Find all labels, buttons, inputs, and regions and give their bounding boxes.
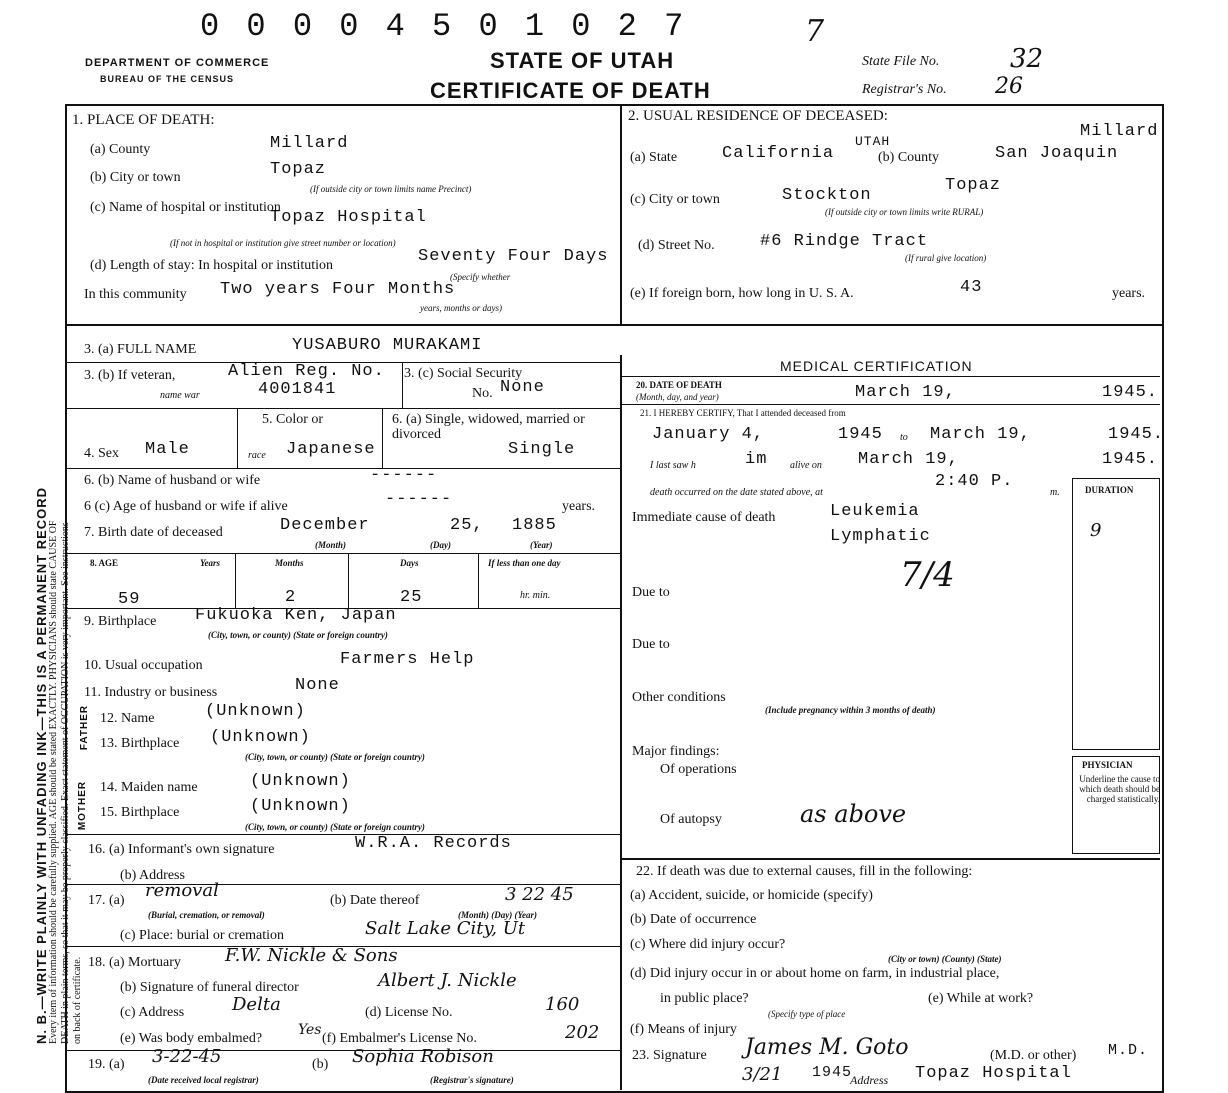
registrar-sig: Sophia Robison <box>352 1046 494 1067</box>
burial-label: 17. (a) <box>88 893 125 908</box>
father-birth: (Unknown) <box>210 728 311 747</box>
last-saw-label: I last saw h <box>650 460 696 471</box>
specify-note: (Specify whether <box>450 272 511 282</box>
addr2-label: (c) Address <box>120 1005 185 1020</box>
spouse-age: ------ <box>385 490 453 509</box>
burial-place: Salt Lake City, Ut <box>365 918 526 939</box>
county-label: (a) County <box>90 142 151 157</box>
col-line-ss <box>402 362 403 408</box>
color-label: 5. Color or <box>262 412 324 427</box>
mortuary-label: 18. (a) Mortuary <box>88 955 181 970</box>
home-label: (d) Did injury occur in or about home on farm, in industrial place, <box>630 966 1000 981</box>
ss-label: 3. (c) Social Security <box>404 366 523 381</box>
license-label: (d) License No. <box>365 1005 453 1020</box>
sex-value: Male <box>145 440 190 459</box>
res-state: California <box>722 144 835 163</box>
certify: 21. I HEREBY CERTIFY, That I attended deceased from <box>640 408 846 418</box>
spouse-age-label: 6 (c) Age of husband or wife if alive <box>84 499 288 514</box>
addr-value: Topaz Hospital <box>915 1064 1072 1083</box>
death-sub: (Month, day, and year) <box>636 392 719 402</box>
place-label: (c) Place: burial or cremation <box>120 928 285 943</box>
father-label: FATHER <box>79 704 91 751</box>
last-saw-value: im <box>745 450 768 469</box>
year-note: (Year) <box>530 540 553 550</box>
age-col-1 <box>235 553 236 608</box>
sidebar-line-2: Every item of information should be carefully supplied. AGE should be stated EXACTLY. PHYSICIANS should state CAUSE OF <box>48 520 59 1044</box>
community-value: Two years Four Months <box>220 280 456 299</box>
veteran-label: 3. (b) If veteran, <box>84 368 176 383</box>
alien-label: Alien Reg. No. <box>228 362 385 381</box>
res-county-label: (b) County <box>878 150 940 165</box>
duration-value: 9 <box>1090 520 1102 541</box>
col-line-sex <box>237 408 238 468</box>
row-line-9 <box>65 1050 620 1051</box>
sig-year: 1945 <box>812 1064 853 1081</box>
due2-label: Due to <box>632 637 670 652</box>
divider-row1 <box>65 324 1162 326</box>
md-label: (M.D. or other) <box>990 1048 1077 1063</box>
mother-name-label: 14. Maiden name <box>100 780 198 795</box>
addr-label: Address <box>850 1073 889 1087</box>
informant-value: W.R.A. Records <box>355 834 512 853</box>
physician-box <box>1072 756 1160 854</box>
place-title: 1. PLACE OF DEATH: <box>72 112 215 128</box>
birthplace-value: Fukuoka Ken, Japan <box>195 606 397 625</box>
alive-label: alive on <box>790 460 822 471</box>
other-label: Other conditions <box>632 690 726 705</box>
hospital-note: (If not in hospital or institution give street number or location) <box>170 238 396 248</box>
mortuary-value: F.W. Nickle & Sons <box>225 945 398 966</box>
res-city-label: (c) City or town <box>630 192 720 207</box>
row-line-6 <box>65 834 620 835</box>
burial-note: (Burial, cremation, or removal) <box>148 910 265 920</box>
month-note: (Month) <box>315 540 347 550</box>
res-county: San Joaquin <box>995 144 1119 163</box>
fraction: 7/4 <box>900 555 955 595</box>
name-label: 3. (a) FULL NAME <box>84 342 197 357</box>
burial-value: removal <box>145 880 219 901</box>
cause-2: Lymphatic <box>830 527 931 546</box>
occurrence-label: (b) Date of occurrence <box>630 912 757 927</box>
spouse-years: years. <box>562 499 596 514</box>
res-state-label: (a) State <box>630 150 678 165</box>
death-date: March 19, <box>855 383 956 402</box>
autopsy-label: Of autopsy <box>660 812 722 827</box>
occupation-label: 10. Usual occupation <box>84 658 203 673</box>
death-label: 20. DATE OF DEATH <box>636 380 722 390</box>
to-label: to <box>900 432 908 443</box>
embalmer-value: 202 <box>565 1022 600 1043</box>
occurred-label: death occurred on the date stated above, at <box>650 487 823 498</box>
work-label: (e) While at work? <box>928 991 1034 1006</box>
where-note: (City or town) (County) (State) <box>888 954 1002 964</box>
state-title: STATE OF UTAH <box>490 48 675 73</box>
addr2-value: Delta <box>232 994 281 1015</box>
age-years: 59 <box>118 590 141 609</box>
to-year: 1945. <box>1108 425 1165 444</box>
foreign-label: (e) If foreign born, how long in U. S. A. <box>630 286 854 301</box>
received-value: 3-22-45 <box>152 1046 222 1067</box>
registrar-note: (Registrar's signature) <box>430 1075 514 1085</box>
from-year: 1945 <box>838 425 883 444</box>
mother-label: MOTHER <box>77 780 89 831</box>
birth-label: 7. Birth date of deceased <box>84 525 223 540</box>
city-note: (If outside city or town limits name Precinct) <box>310 184 472 194</box>
page-title: CERTIFICATE OF DEATH <box>430 78 711 103</box>
birthplace-label: 9. Birthplace <box>84 614 157 629</box>
med-line-3 <box>622 858 1160 860</box>
handwritten-mark: 7 <box>805 14 825 49</box>
means-label: (f) Means of injury <box>630 1022 737 1037</box>
state-over: UTAH <box>855 134 891 149</box>
street-note: (If rural give location) <box>905 253 987 263</box>
registrar-label: Registrar's No. <box>862 82 947 97</box>
father-name: (Unknown) <box>205 702 306 721</box>
md-value: M.D. <box>1108 1042 1149 1059</box>
industry-value: None <box>295 676 340 695</box>
foreign-years: years. <box>1112 286 1146 301</box>
from-date: January 4, <box>652 425 765 444</box>
sig-label: 23. Signature <box>632 1048 707 1063</box>
age-col-2 <box>348 553 349 608</box>
physician-note: Underline the cause to which death should be charged statistically. <box>1079 774 1160 804</box>
age-col-3 <box>478 553 479 608</box>
registrar-value: 26 <box>995 74 1023 99</box>
hr-min: hr. min. <box>520 590 551 601</box>
informant-label: 16. (a) Informant's own signature <box>88 842 275 857</box>
ss-no-label: No. <box>472 386 493 401</box>
embalmed-label: (e) Was body embalmed? <box>120 1031 263 1046</box>
last-year: 1945. <box>1102 450 1159 469</box>
signature: James M. Goto <box>745 1035 909 1060</box>
stay-label: (d) Length of stay: In hospital or institution <box>90 258 334 273</box>
marital-value: Single <box>508 440 576 459</box>
public-note: (Specify type of place <box>768 1009 846 1019</box>
findings-label: Major findings: <box>632 744 720 759</box>
address-label: (b) Address <box>120 868 185 883</box>
public-label: in public place? <box>660 991 749 1006</box>
less-col: If less than one day <box>488 558 561 568</box>
occupation-value: Farmers Help <box>340 650 475 669</box>
spouse-name: ------ <box>370 466 438 485</box>
community-label: In this community <box>84 287 187 302</box>
hospital-value: Topaz Hospital <box>270 208 427 227</box>
row-line-2 <box>65 408 620 409</box>
father-birth-label: 13. Birthplace <box>100 736 180 751</box>
mother-birth: (Unknown) <box>250 797 351 816</box>
sex-label: 4. Sex <box>84 446 119 461</box>
license-value: 160 <box>545 994 580 1015</box>
res-city: Stockton <box>782 186 872 205</box>
physician-title: PHYSICIAN <box>1082 760 1133 770</box>
director-label: (b) Signature of funeral director <box>120 980 299 995</box>
duration-box <box>1072 478 1160 750</box>
due1-label: Due to <box>632 585 670 600</box>
state-file-value: 32 <box>1010 44 1044 74</box>
department: DEPARTMENT OF COMMERCE <box>85 57 270 69</box>
birth-year: 1885 <box>512 516 557 535</box>
alien-number: 4001841 <box>258 380 337 399</box>
age-label: 8. AGE <box>90 558 119 568</box>
birth-day: 25, <box>450 516 484 535</box>
divider-main <box>620 355 622 1090</box>
years-col: Years <box>200 558 220 568</box>
full-name: YUSABURO MURAKAMI <box>292 336 483 355</box>
accident-label: (a) Accident, suicide, or homicide (specify) <box>630 888 873 903</box>
received-note: (Date received local registrar) <box>148 1075 259 1085</box>
date-note: (Month) (Day) (Year) <box>458 910 537 920</box>
director-value: Albert J. Nickle <box>378 970 517 991</box>
bureau: BUREAU OF THE CENSUS <box>100 74 235 84</box>
burial-date: 3 22 45 <box>505 884 574 905</box>
city-value: Topaz <box>270 160 327 179</box>
cause-1: Leukemia <box>830 502 920 521</box>
medical-title: MEDICAL CERTIFICATION <box>780 358 973 374</box>
units-note: years, months or days) <box>420 303 502 313</box>
m-label: m. <box>1050 487 1060 498</box>
sidebar-line-3: DEATH in plain terms, so that it may be properly classified. Exact statement of OCCUPATION is very important. See instructions <box>60 522 71 1044</box>
street-value: #6 Rindge Tract <box>760 232 929 251</box>
months-col: Months <box>275 558 304 568</box>
date-label: (b) Date thereof <box>330 893 420 908</box>
duration-label: DURATION <box>1085 485 1134 495</box>
mother-birth-note: (City, town, or county) (State or foreign country) <box>245 822 425 832</box>
state-file-label: State File No. <box>862 54 940 69</box>
county-over: Millard <box>1080 122 1159 141</box>
immediate-label: Immediate cause of death <box>632 510 776 525</box>
last-date: March 19, <box>858 450 959 469</box>
race-label: race <box>248 450 266 461</box>
age-days: 25 <box>400 588 423 607</box>
age-months: 2 <box>285 588 297 607</box>
residence-title: 2. USUAL RESIDENCE OF DECEASED: <box>628 108 888 124</box>
war-label: name war <box>160 390 200 401</box>
certificate-number: 0 0 0 0 4 5 0 1 0 2 7 <box>200 8 688 45</box>
operations-label: Of operations <box>660 762 737 777</box>
embalmer-label: (f) Embalmer's License No. <box>322 1031 477 1046</box>
race-value: Japanese <box>286 440 376 459</box>
sidebar-line-4: on back of certificate. <box>72 956 83 1044</box>
father-birth-note: (City, town, or county) (State or foreign country) <box>245 752 425 762</box>
res-city-note: (If outside city or town limits write RURAL) <box>825 207 984 217</box>
hospital-label: (c) Name of hospital or institution <box>90 200 281 215</box>
row-line-3 <box>65 468 620 469</box>
foreign-value: 43 <box>960 278 983 297</box>
county-value: Millard <box>270 134 349 153</box>
med-line-2 <box>622 404 1160 405</box>
med-line-1 <box>622 376 1160 377</box>
sig-date: 3/21 <box>742 1064 783 1085</box>
other-note: (Include pregnancy within 3 months of death) <box>765 705 936 715</box>
birth-month: December <box>280 516 370 535</box>
divider-top <box>620 104 622 324</box>
mother-name: (Unknown) <box>250 772 351 791</box>
city-over: Topaz <box>945 176 1002 195</box>
external-label: 22. If death was due to external causes, fill in the following: <box>636 864 973 879</box>
ss-number: None <box>500 378 545 397</box>
father-name-label: 12. Name <box>100 711 155 726</box>
row-line-4 <box>65 553 620 554</box>
sidebar-line-1: N. B.—WRITE PLAINLY WITH UNFADING INK—THIS IS A PERMANENT RECORD <box>34 486 49 1044</box>
spouse-name-label: 6. (b) Name of husband or wife <box>84 473 261 488</box>
marital-label: 6. (a) Single, widowed, married or divorced <box>392 412 585 442</box>
col-line-race <box>382 408 383 468</box>
death-time: 2:40 P. <box>935 472 1014 491</box>
days-col: Days <box>400 558 419 568</box>
street-label: (d) Street No. <box>638 238 715 253</box>
day-note: (Day) <box>430 540 451 550</box>
received-label: 19. (a) <box>88 1057 125 1072</box>
stay-value: Seventy Four Days <box>418 247 609 266</box>
city-label: (b) City or town <box>90 170 181 185</box>
industry-label: 11. Industry or business <box>84 685 218 700</box>
registrar-sig-label: (b) <box>312 1057 329 1072</box>
death-year: 1945. <box>1102 383 1159 402</box>
to-date: March 19, <box>930 425 1031 444</box>
mother-birth-label: 15. Birthplace <box>100 805 180 820</box>
embalmed-value: Yes <box>298 1022 322 1038</box>
where-label: (c) Where did injury occur? <box>630 937 786 952</box>
birthplace-note: (City, town, or county) (State or foreign country) <box>208 630 388 640</box>
autopsy-value: as above <box>800 800 907 828</box>
